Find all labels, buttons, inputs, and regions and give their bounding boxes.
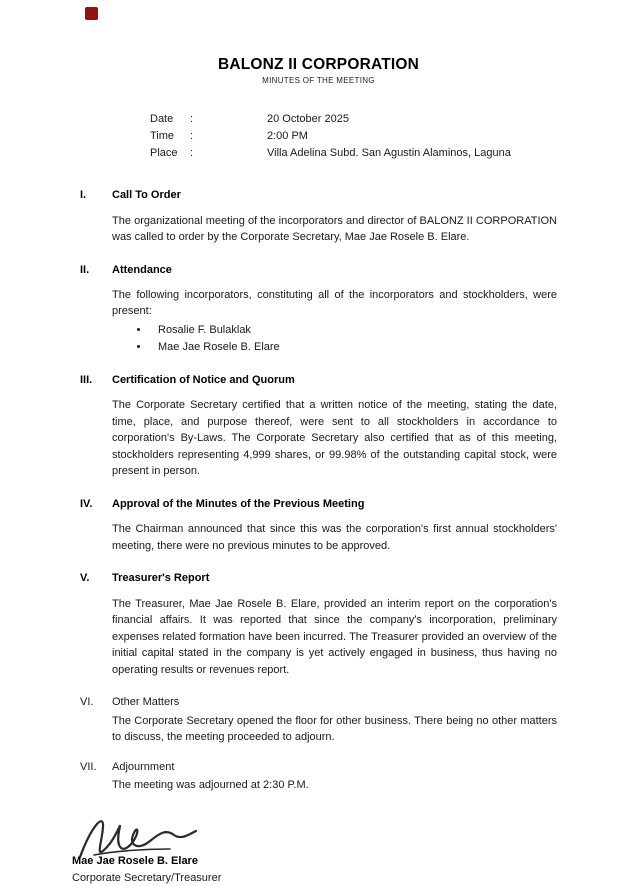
meta-row-place [150,145,557,162]
section-other-matters [80,695,557,745]
meta-separator: : [190,130,194,143]
section-heading-row [80,373,557,388]
section-attendance [80,263,557,356]
meta-row-date [150,111,557,128]
meta-separator: : [190,113,194,125]
section-paragraph: The organizational meeting of the incorporators and director of BALONZ II CORPORATION was called to order by the Corporate Secretary, Mae Jae Rosele B. Elare. [112,214,557,244]
signature-block [72,811,557,886]
attendee-list [135,322,557,356]
section-numeral: VII. [80,760,97,773]
section-call-to-order [80,188,557,245]
section-heading-row [80,695,557,710]
meeting-meta [150,111,557,162]
section-numeral: V. [80,572,90,585]
section-heading-row [80,760,557,775]
document-title: BALONZ II CORPORATION [217,56,420,73]
document-subtitle: MINUTES OF THE MEETING [262,76,375,85]
red-corner-marker [85,7,98,20]
section-numeral: VI. [80,696,94,709]
meta-label: Time [150,130,175,143]
meta-value: 20 October 2025 [267,113,349,125]
section-paragraph: The following incorporators, constituting all of the incorporators and stockholders, were present: [112,288,557,318]
section-heading: Certification of Notice and Quorum [112,374,295,387]
section-heading: Treasurer's Report [112,572,210,585]
section-heading: Attendance [112,263,172,276]
section-heading-row [80,188,557,203]
section-numeral: I. [80,189,87,202]
section-heading: Other Matters [112,696,180,709]
section-paragraph: The Corporate Secretary certified that a written notice of the meeting, stating the date, time, place, and purpose thereof, were sent to all stockholders in accordance to corporation's By-Laws. The Corporate Secretary also certified that as of this meeting, stockholders representing 4,999 shares, or 99.98% of the outstanding capital stock, were present in person. [112,399,557,478]
signatory-role: Corporate Secretary/Treasurer [72,871,222,884]
section-paragraph: The Chairman announced that since this was the corporation's first annual stockholders' meeting, there were no previous minutes to be approved. [112,523,557,552]
section-heading-row [80,263,557,278]
section-numeral: IV. [80,497,93,510]
section-numeral: II. [80,263,90,276]
attendee-item: • Rosalie F. Bulaklak [150,322,557,339]
meta-row-time [150,128,557,145]
section-heading: Approval of the Minutes of the Previous Meeting [112,497,365,510]
section-paragraph: The Treasurer, Mae Jae Rosele B. Elare, provided an interim report on the corporation's financial affairs. It was reported that since the company's incorporation, preliminary expenses related formation have been incurred. The Treasurer provided an overview of the initial capital stated in the company is yet actively engaged in business, thus having no operating results or revenues report. [112,597,557,676]
section-heading-row [80,497,557,512]
section-heading-row [80,571,557,586]
section-approval-previous-minutes [80,497,557,554]
section-adjournment [80,760,557,794]
section-paragraph: The Corporate Secretary opened the floor for other business. There being no other matters to discuss, the meeting proceeded to adjourn. [112,714,557,744]
meta-value: 2:00 PM [267,130,308,143]
section-treasurers-report [80,571,557,678]
section-heading: Call To Order [112,189,181,202]
section-paragraph: The meeting was adjourned at 2:30 P.M. [112,778,309,791]
section-heading: Adjournment [112,760,175,773]
meta-label: Place [150,147,178,160]
attendee-item: • Mae Jae Rosele B. Elare [150,339,557,356]
meta-separator: : [190,147,194,160]
section-numeral: III. [80,374,93,387]
meta-value: Villa Adelina Subd. San Agustin Alaminos, Laguna [267,147,511,160]
meta-label: Date [150,113,174,125]
signatory-name: Mae Jae Rosele B. Elare [72,855,198,868]
section-certification-notice-quorum [80,373,557,480]
